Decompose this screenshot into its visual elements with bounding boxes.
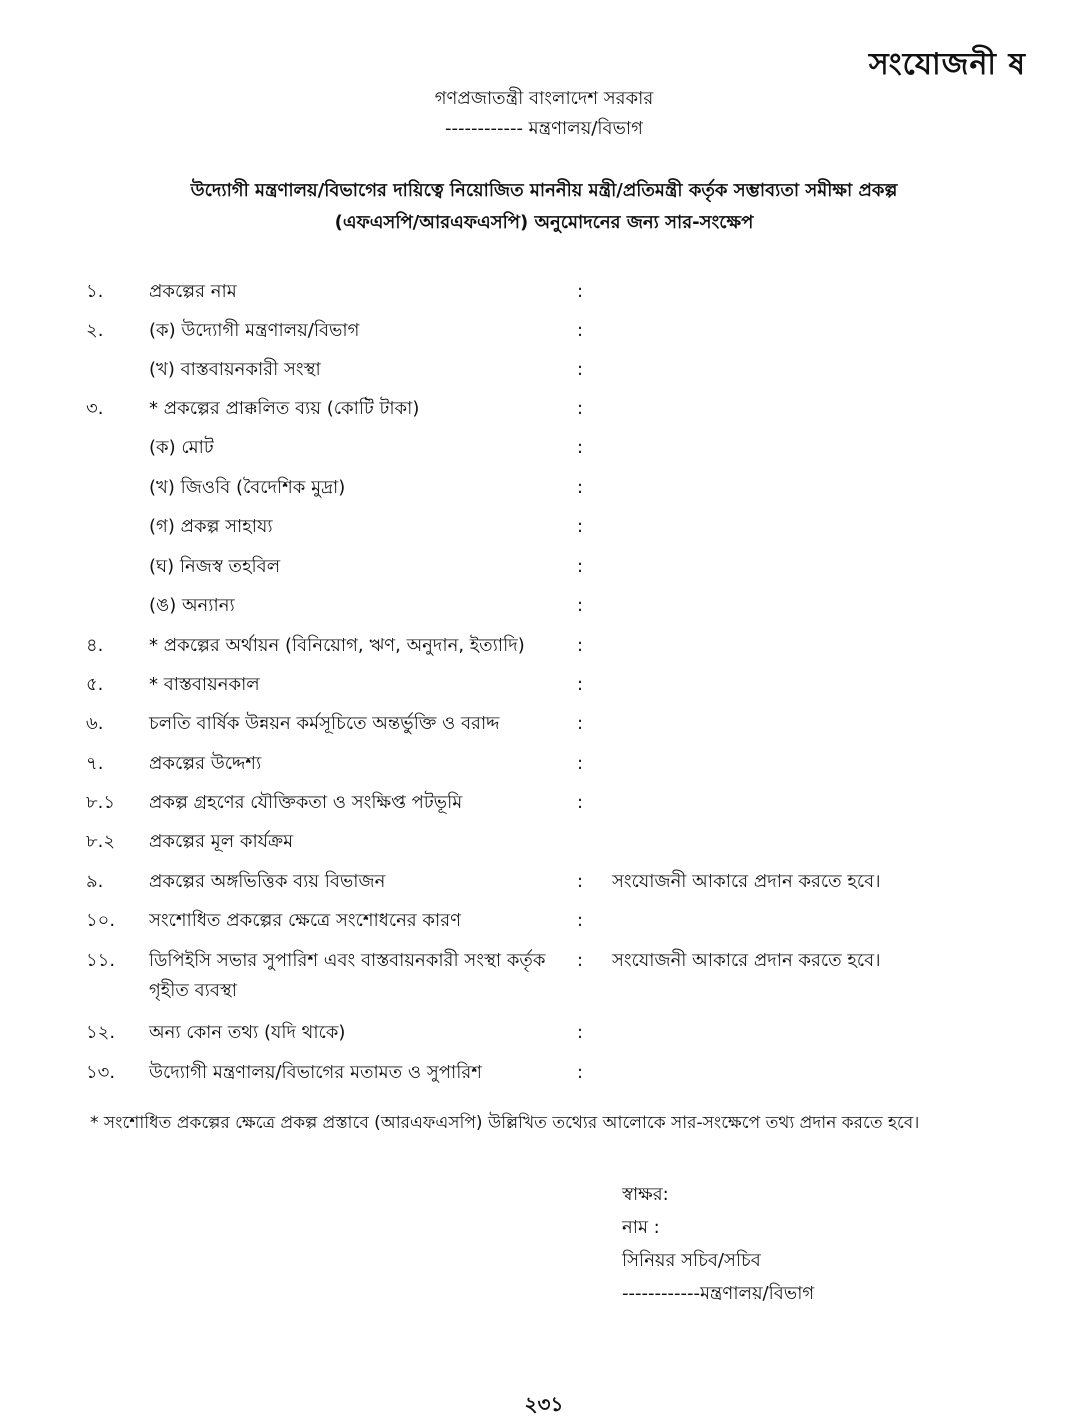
row-number: ২. xyxy=(86,320,104,341)
row-label: ডিপিইসি সভার সুপারিশ এবং বাস্তবায়নকারী সংস্থা কর্তৃক গৃহীত ব্যবস্থা xyxy=(149,950,546,1001)
row-colon: : xyxy=(577,950,584,971)
row-colon: : xyxy=(577,477,584,498)
row-colon: : xyxy=(577,516,584,537)
row-colon: : xyxy=(577,320,584,341)
row-label: (ক) মোট xyxy=(149,437,214,458)
row-label: (খ) বাস্তবায়নকারী সংস্থা xyxy=(149,359,321,380)
row-colon: : xyxy=(577,1062,584,1083)
signature-label: স্বাক্ষর: xyxy=(622,1184,669,1205)
row-colon: : xyxy=(577,398,584,419)
row-label: সংশোধিত প্রকল্পের ক্ষেত্রে সংশোধনের কারণ xyxy=(149,910,462,931)
row-colon: : xyxy=(577,437,584,458)
page-number: ২৩১ xyxy=(524,1392,564,1416)
row-number: ৪. xyxy=(86,635,104,656)
subject-line-2: (এফএসপি/আরএফএসপি) অনুমোদনের জন্য সার-সংক্ষেপ xyxy=(334,212,754,233)
row-label: অন্য কোন তথ্য (যদি থাকে) xyxy=(149,1022,346,1043)
row-label: (ঘ) নিজস্ব তহবিল xyxy=(149,556,281,577)
row-label: প্রকল্পের উদ্দেশ্য xyxy=(149,753,262,774)
row-label: * প্রকল্পের প্রাক্কলিত ব্যয় (কোটি টাকা) xyxy=(149,398,420,419)
row-colon: : xyxy=(577,556,584,577)
row-number: ৭. xyxy=(86,753,104,774)
row-number: ৮.২ xyxy=(86,831,116,852)
row-colon: : xyxy=(577,910,584,931)
row-number: ১২. xyxy=(86,1022,116,1043)
ministry-heading: ------------ মন্ত্রণালয়/বিভাগ xyxy=(445,118,643,139)
row-label: প্রকল্পের অঙ্গভিত্তিক ব্যয় বিভাজন xyxy=(149,871,386,892)
row-colon: : xyxy=(577,713,584,734)
row-colon: : xyxy=(577,359,584,380)
row-colon: : xyxy=(577,871,584,892)
row-colon: : xyxy=(577,635,584,656)
row-colon: : xyxy=(577,1022,584,1043)
row-number: ১০. xyxy=(86,910,116,931)
row-colon: : xyxy=(577,792,584,813)
row-label: উদ্যোগী মন্ত্রণালয়/বিভাগের মতামত ও সুপারিশ xyxy=(149,1062,482,1083)
row-number: ৬. xyxy=(86,713,104,734)
row-number: ১. xyxy=(86,281,104,302)
subject-line-1: উদ্যোগী মন্ত্রণালয়/বিভাগের দায়িত্বে নিয়োজিত মাননীয় মন্ত্রী/প্রতিমন্ত্রী কর্তৃক সম্ভাব্যতা সমীক্ষা প্রকল্প xyxy=(190,180,898,201)
footnote: * সংশোধিত প্রকল্পের ক্ষেত্রে প্রকল্প প্রস্তাবে (আরএফএসপি) উল্লিখিত তথ্যের আলোকে সার-সংক্ষেপে তথ্য প্রদান করতে হবে। xyxy=(90,1113,920,1133)
row-label: প্রকল্পের নাম xyxy=(149,281,237,302)
row-colon: : xyxy=(577,753,584,774)
name-label: নাম : xyxy=(622,1217,660,1238)
signatory-ministry: ------------মন্ত্রণালয়/বিভাগ xyxy=(622,1283,815,1304)
row-number: ১৩. xyxy=(86,1062,116,1083)
row-colon: : xyxy=(577,595,584,616)
row-label: * প্রকল্পের অর্থায়ন (বিনিয়োগ, ঋণ, অনুদান, ইত্যাদি) xyxy=(149,635,525,656)
row-label: চলতি বার্ষিক উন্নয়ন কর্মসূচিতে অন্তর্ভুক্তি ও বরাদ্দ xyxy=(149,713,500,734)
row-colon: : xyxy=(577,281,584,302)
row-label: * বাস্তবায়নকাল xyxy=(149,674,260,695)
row-number: ৩. xyxy=(86,398,104,419)
annex-label: সংযোজনী ষ xyxy=(868,47,1026,82)
row-number: ৯. xyxy=(86,871,104,892)
designation: সিনিয়র সচিব/সচিব xyxy=(622,1250,761,1271)
row-label: প্রকল্পের মূল কার্যক্রম xyxy=(149,831,294,852)
row-number: ৮.১ xyxy=(86,792,116,813)
government-heading: গণপ্রজাতন্ত্রী বাংলাদেশ সরকার xyxy=(434,88,654,109)
row-label: (ক) উদ্যোগী মন্ত্রণালয়/বিভাগ xyxy=(149,320,360,341)
row-label: (ঙ) অন্যান্য xyxy=(149,595,235,616)
row-value: সংযোজনী আকারে প্রদান করতে হবে। xyxy=(612,871,881,892)
row-label: প্রকল্প গ্রহণের যৌক্তিকতা ও সংক্ষিপ্ত পটভূমি xyxy=(149,792,463,813)
row-number: ৫. xyxy=(86,674,104,695)
row-value: সংযোজনী আকারে প্রদান করতে হবে। xyxy=(612,950,881,971)
row-label: (খ) জিওবি (বৈদেশিক মুদ্রা) xyxy=(149,477,346,498)
row-number: ১১. xyxy=(86,950,116,971)
row-colon: : xyxy=(577,674,584,695)
row-label: (গ) প্রকল্প সাহায্য xyxy=(149,516,273,537)
